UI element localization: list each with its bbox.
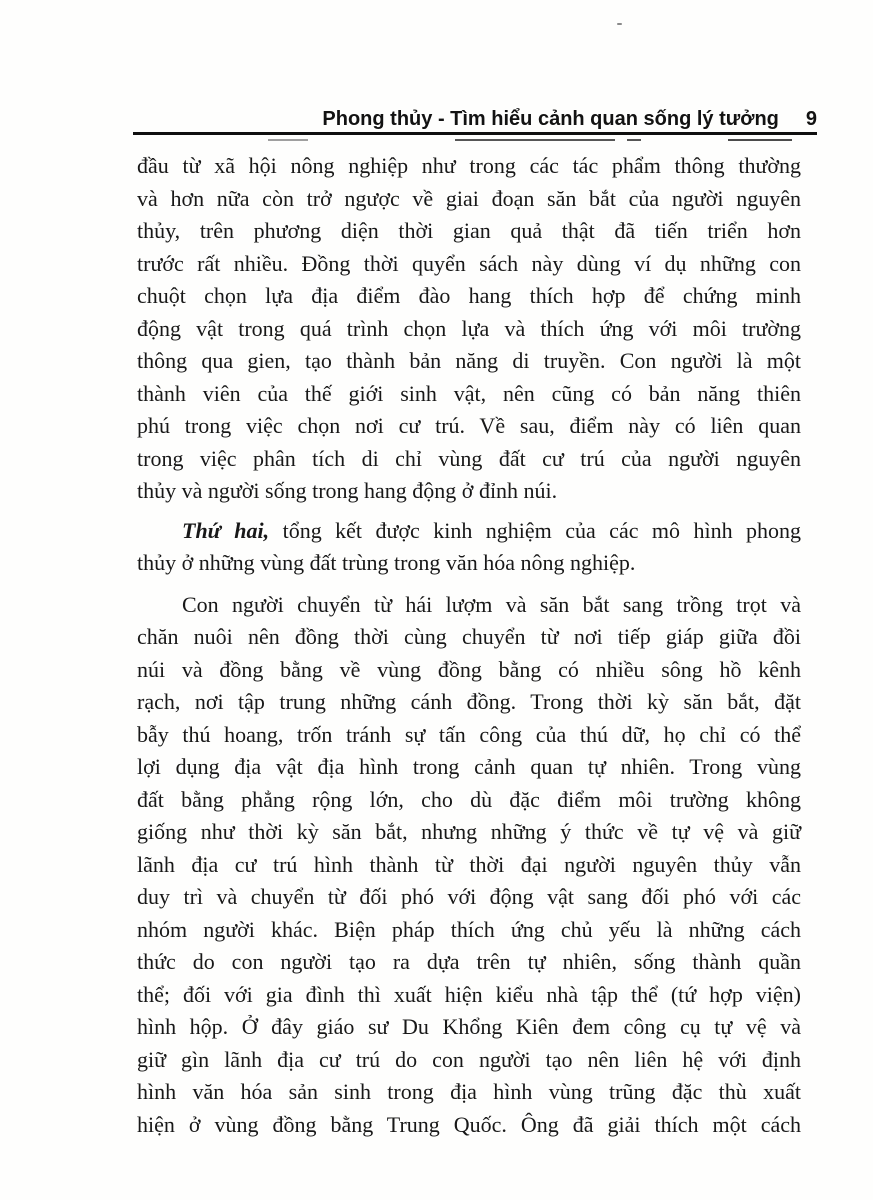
text-line: bẫy thú hoang, trốn tránh sự tấn công của thú dữ, họ chỉ có thể xyxy=(137,721,801,747)
paragraph-con-nguoi xyxy=(137,589,801,1142)
text-line: thủy, trên phương diện thời gian quả thật đã tiến triển hơn xyxy=(137,218,801,243)
text-line: đất bằng phẳng rộng lớn, cho dù đặc điểm môi trường không xyxy=(137,786,801,812)
page-body xyxy=(137,150,801,1141)
text-line: giống như thời kỳ săn bắt, nhưng những ý thức về tự vệ và giữ xyxy=(137,819,801,844)
text-line: thủy và người sống trong hang động ở đỉnh núi. xyxy=(137,478,558,503)
text-line: núi và đồng bằng về vùng đồng bằng có nhiều sông hồ kênh xyxy=(137,656,801,682)
paragraph-thu-hai xyxy=(137,515,801,580)
text-line: thành viên của thế giới sinh vật, nên cũng có bản năng thiên xyxy=(137,380,801,406)
text-line xyxy=(137,515,801,548)
page-number: 9 xyxy=(805,108,817,130)
text-line: nhóm người khác. Biện pháp thích ứng chủ yếu là những cách xyxy=(137,916,801,942)
paragraph-continuation xyxy=(137,150,801,508)
text-segment: tổng kết được kinh nghiệm của các mô hình phong xyxy=(282,517,802,543)
text-line: và hơn nữa còn trở ngược về giai đoạn săn bắt của người nguyên xyxy=(137,185,801,211)
text-line: thể; đối với gia đình thì xuất hiện kiểu nhà tập thể (tứ hợp viện) xyxy=(137,981,801,1007)
text-line: Con người chuyển từ hái lượm và săn bắt sang trồng trọt và xyxy=(182,591,801,617)
text-line: hiện ở vùng đồng bằng Trung Quốc. Ông đã giải thích một cách xyxy=(137,1111,801,1137)
text-line: giữ gìn lãnh địa cư trú do con người tạo nên liên hệ với định xyxy=(137,1046,801,1072)
text-line: rạch, nơi tập trung những cánh đồng. Trong thời kỳ săn bắt, đặt xyxy=(137,689,801,714)
scan-artifact-line xyxy=(268,139,308,141)
scan-speck xyxy=(617,23,622,25)
text-line: thức do con người tạo ra dựa trên tự nhiên, sống thành quần xyxy=(137,949,801,974)
scan-artifact-line xyxy=(627,139,641,141)
text-line: trước rất nhiều. Đồng thời quyển sách này dùng ví dụ những con xyxy=(137,250,801,276)
text-line: đầu từ xã hội nông nghiệp như trong các tác phẩm thông thường xyxy=(137,153,801,178)
text-line: duy trì và chuyển từ đối phó với động vật sang đối phó với các xyxy=(137,884,801,909)
text-line: thủy ở những vùng đất trùng trong văn hóa nông nghiệp. xyxy=(137,550,636,575)
text-line: thông qua gien, tạo thành bản năng di truyền. Con người là một xyxy=(137,348,801,373)
scan-artifact-line xyxy=(455,139,615,141)
text-line: lãnh địa cư trú hình thành từ thời đại người nguyên thủy vẫn xyxy=(137,851,801,877)
text-line: trong việc phân tích di chỉ vùng đất cư trú của người nguyên xyxy=(137,445,801,471)
text-line: phú trong việc chọn nơi cư trú. Về sau, điểm này có liên quan xyxy=(137,413,801,438)
text-line: chăn nuôi nên đồng thời cùng chuyển từ nơi tiếp giáp giữa đồi xyxy=(137,624,801,649)
text-line: hình hộp. Ở đây giáo sư Du Khổng Kiên đem công cụ tự vệ và xyxy=(137,1014,801,1039)
text-line: chuột chọn lựa địa điểm đào hang thích hợp để chứng minh xyxy=(137,283,801,308)
header-rule xyxy=(133,132,817,135)
scan-artifact-line xyxy=(728,139,792,141)
page-header xyxy=(133,107,817,131)
text-line: hình văn hóa sản sinh trong địa hình vùng trũng đặc thù xuất xyxy=(137,1079,801,1104)
running-head-title: Phong thủy - Tìm hiểu cảnh quan sống lý tưởng xyxy=(322,108,779,130)
text-line: lợi dụng địa vật địa hình trong cảnh quan tự nhiên. Trong vùng xyxy=(137,754,801,779)
text-line: động vật trong quá trình chọn lựa và thích ứng với môi trường xyxy=(137,315,801,341)
paragraph-lead: Thứ hai, xyxy=(182,517,270,543)
